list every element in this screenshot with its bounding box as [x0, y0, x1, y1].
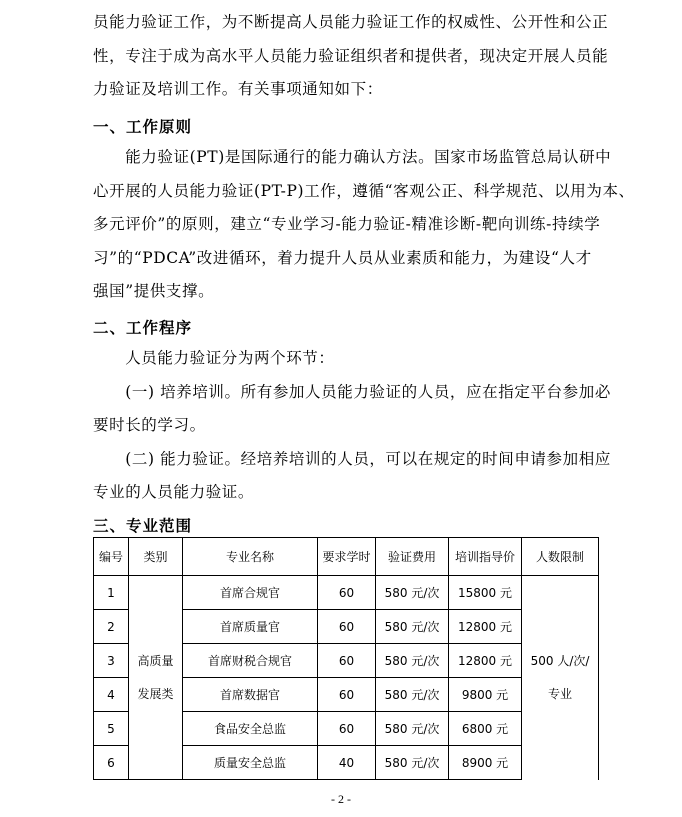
text-line: (一) 培养培训。所有参加人员能力验证的人员，应在指定平台参加必: [93, 382, 611, 401]
hours-cell: 60: [318, 576, 376, 610]
scope-table: [93, 537, 599, 780]
intro-paragraph: [93, 6, 609, 107]
text-line: 能力验证(PT)是国际通行的能力确认方法。国家市场监管总局认研中: [93, 148, 612, 166]
limit-label: 500 人/次/: [530, 653, 590, 668]
section-heading-principles: 一、工作原则: [93, 118, 193, 136]
category-label: 高质量: [137, 653, 174, 668]
text-line: 强国”提供支撑。: [93, 282, 215, 300]
category-cell: [129, 576, 183, 780]
name-cell: 首席质量官: [183, 610, 318, 644]
number-cell: 6: [94, 746, 129, 780]
number-cell: 4: [94, 678, 129, 712]
name-cell: 质量安全总监: [183, 746, 318, 780]
hours-cell: 60: [318, 644, 376, 678]
category-label: 发展类: [137, 686, 174, 701]
procedure-paragraph: [93, 342, 611, 510]
price-cell: 15800 元: [449, 576, 522, 610]
limit-label: 专业: [547, 686, 572, 701]
text-line: 多元评价”的原则，建立“专业学习-能力验证-精准诊断-靶向训练-持续学: [93, 215, 601, 233]
name-cell: 首席数据官: [183, 678, 318, 712]
header-cell: 人数限制: [522, 538, 599, 576]
table-header-row: [94, 538, 599, 576]
text-line: 习”的“PDCA”改进循环，着力提升人员从业素质和能力，为建设“人才: [93, 248, 592, 267]
number-cell: 5: [94, 712, 129, 746]
header-cell: 编号: [94, 538, 129, 576]
hours-cell: 60: [318, 610, 376, 644]
fee-cell: 580 元/次: [376, 576, 449, 610]
name-cell: 首席财税合规官: [183, 644, 318, 678]
text-line: 性，专注于成为高水平人员能力验证组织者和提供者，现决定开展人员能: [93, 46, 609, 65]
name-cell: 首席合规官: [183, 576, 318, 610]
price-cell: 6800 元: [449, 712, 522, 746]
hours-cell: 60: [318, 712, 376, 746]
number-cell: 1: [94, 576, 129, 610]
header-cell: 类别: [129, 538, 183, 576]
page-number: - 2 -: [331, 792, 351, 806]
price-cell: 8900 元: [449, 746, 522, 780]
hours-cell: 60: [318, 678, 376, 712]
limit-cell: [522, 576, 599, 780]
table-row: [94, 576, 599, 610]
section-heading-scope: 三、专业范围: [93, 517, 193, 535]
principles-paragraph: [93, 141, 635, 309]
text-line: 心开展的人员能力验证(PT-P)工作，遵循“客观公正、科学规范、以用为本、: [93, 181, 635, 200]
fee-cell: 580 元/次: [376, 712, 449, 746]
hours-cell: 40: [318, 746, 376, 780]
text-line: (二) 能力验证。经培养培训的人员，可以在规定的时间申请参加相应: [93, 449, 611, 468]
header-cell: 专业名称: [183, 538, 318, 576]
text-line: 员能力验证工作，为不断提高人员能力验证工作的权威性、公开性和公正: [93, 13, 609, 31]
fee-cell: 580 元/次: [376, 610, 449, 644]
section-heading-procedure: 二、工作程序: [93, 319, 193, 337]
name-cell: 食品安全总监: [183, 712, 318, 746]
price-cell: 12800 元: [449, 610, 522, 644]
fee-cell: 580 元/次: [376, 678, 449, 712]
header-cell: 验证费用: [376, 538, 449, 576]
price-cell: 12800 元: [449, 644, 522, 678]
header-cell: 培训指导价: [449, 538, 522, 576]
fee-cell: 580 元/次: [376, 644, 449, 678]
price-cell: 9800 元: [449, 678, 522, 712]
number-cell: 3: [94, 644, 129, 678]
text-line: 人员能力验证分为两个环节：: [93, 349, 335, 367]
header-cell: 要求学时: [318, 538, 376, 576]
text-line: 专业的人员能力验证。: [93, 483, 255, 501]
text-line: 要时长的学习。: [93, 416, 206, 434]
text-line: 力验证及培训工作。有关事项通知如下：: [93, 80, 383, 98]
number-cell: 2: [94, 610, 129, 644]
fee-cell: 580 元/次: [376, 746, 449, 780]
